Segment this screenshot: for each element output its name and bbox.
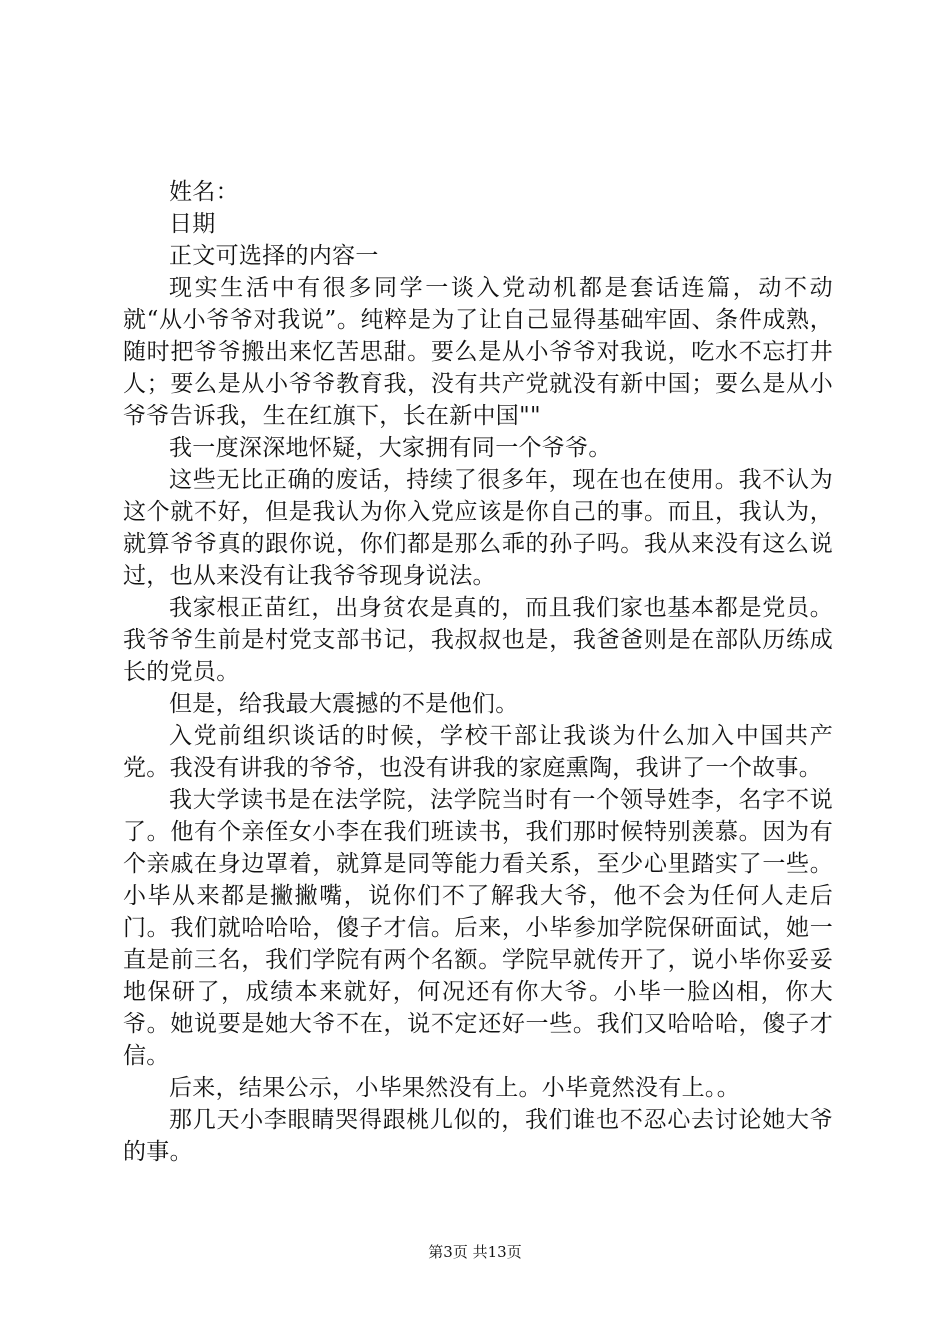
date-line: 日期 xyxy=(169,211,216,237)
paragraph: 后来，结果公示，小毕果然没有上。小毕竟然没有上。。 xyxy=(169,1075,740,1101)
paragraph: 但是，给我最大震撼的不是他们。 xyxy=(169,691,519,717)
page-footer xyxy=(0,1241,950,1262)
name-line: 姓名： xyxy=(169,179,239,205)
paragraph: 我大学读书是在法学院，法学院当时有一个领导姓李，名字不说了。他有个亲侄女小李在我们班读书，我们那时候特别羡慕。因为有个亲戚在身边罩着，就算是同等能力看关系，至少心里踏实了一些。小毕从来都是撇撇嘴，说你们不了解我大爷，他不会为任何人走后门。我们就哈哈哈，傻子才信。后来，小毕参加学院保研面试，她一直是前三名，我们学院有两个名额。学院早就传开了，说小毕你妥妥地保研了，成绩本来就好，何况还有你大爷。小毕一脸凶相，你大爷。她说要是她大爷不在，说不定还好一些。我们又哈哈哈，傻子才信。 xyxy=(123,787,833,1069)
paragraph: 入党前组织谈话的时候，学校干部让我谈为什么加入中国共产党。我没有讲我的爷爷，也没有讲我的家庭熏陶，我讲了一个故事。 xyxy=(123,723,833,781)
section-title: 正文可选择的内容一 xyxy=(169,243,379,269)
document-body xyxy=(123,176,833,1168)
page-number: 第3页 xyxy=(428,1243,468,1261)
paragraph: 我家根正苗红，出身贫农是真的，而且我们家也基本都是党员。我爷爷生前是村党支部书记，我叔叔也是，我爸爸则是在部队历练成长的党员。 xyxy=(123,595,833,685)
page-total: 共13页 xyxy=(472,1243,522,1261)
paragraph: 这些无比正确的废话，持续了很多年，现在也在使用。我不认为这个就不好，但是我认为你入党应该是你自己的事。而且，我认为，就算爷爷真的跟你说，你们都是那么乖的孙子吗。我从来没有这么说过，也从来没有让我爷爷现身说法。 xyxy=(123,467,833,589)
paragraph: 那几天小李眼睛哭得跟桃儿似的，我们谁也不忍心去讨论她大爷的事。 xyxy=(123,1107,833,1165)
paragraph: 我一度深深地怀疑，大家拥有同一个爷爷。 xyxy=(169,435,612,461)
paragraph: 现实生活中有很多同学一谈入党动机都是套话连篇，动不动就“从小爷爷对我说”。纯粹是为了让自己显得基础牢固、条件成熟，随时把爷爷搬出来忆苦思甜。要么是从小爷爷对我说，吃水不忘打井人；要么是从小爷爷教育我，没有共产党就没有新中国；要么是从小爷爷告诉我，生在红旗下，长在新中国"" xyxy=(123,275,833,429)
